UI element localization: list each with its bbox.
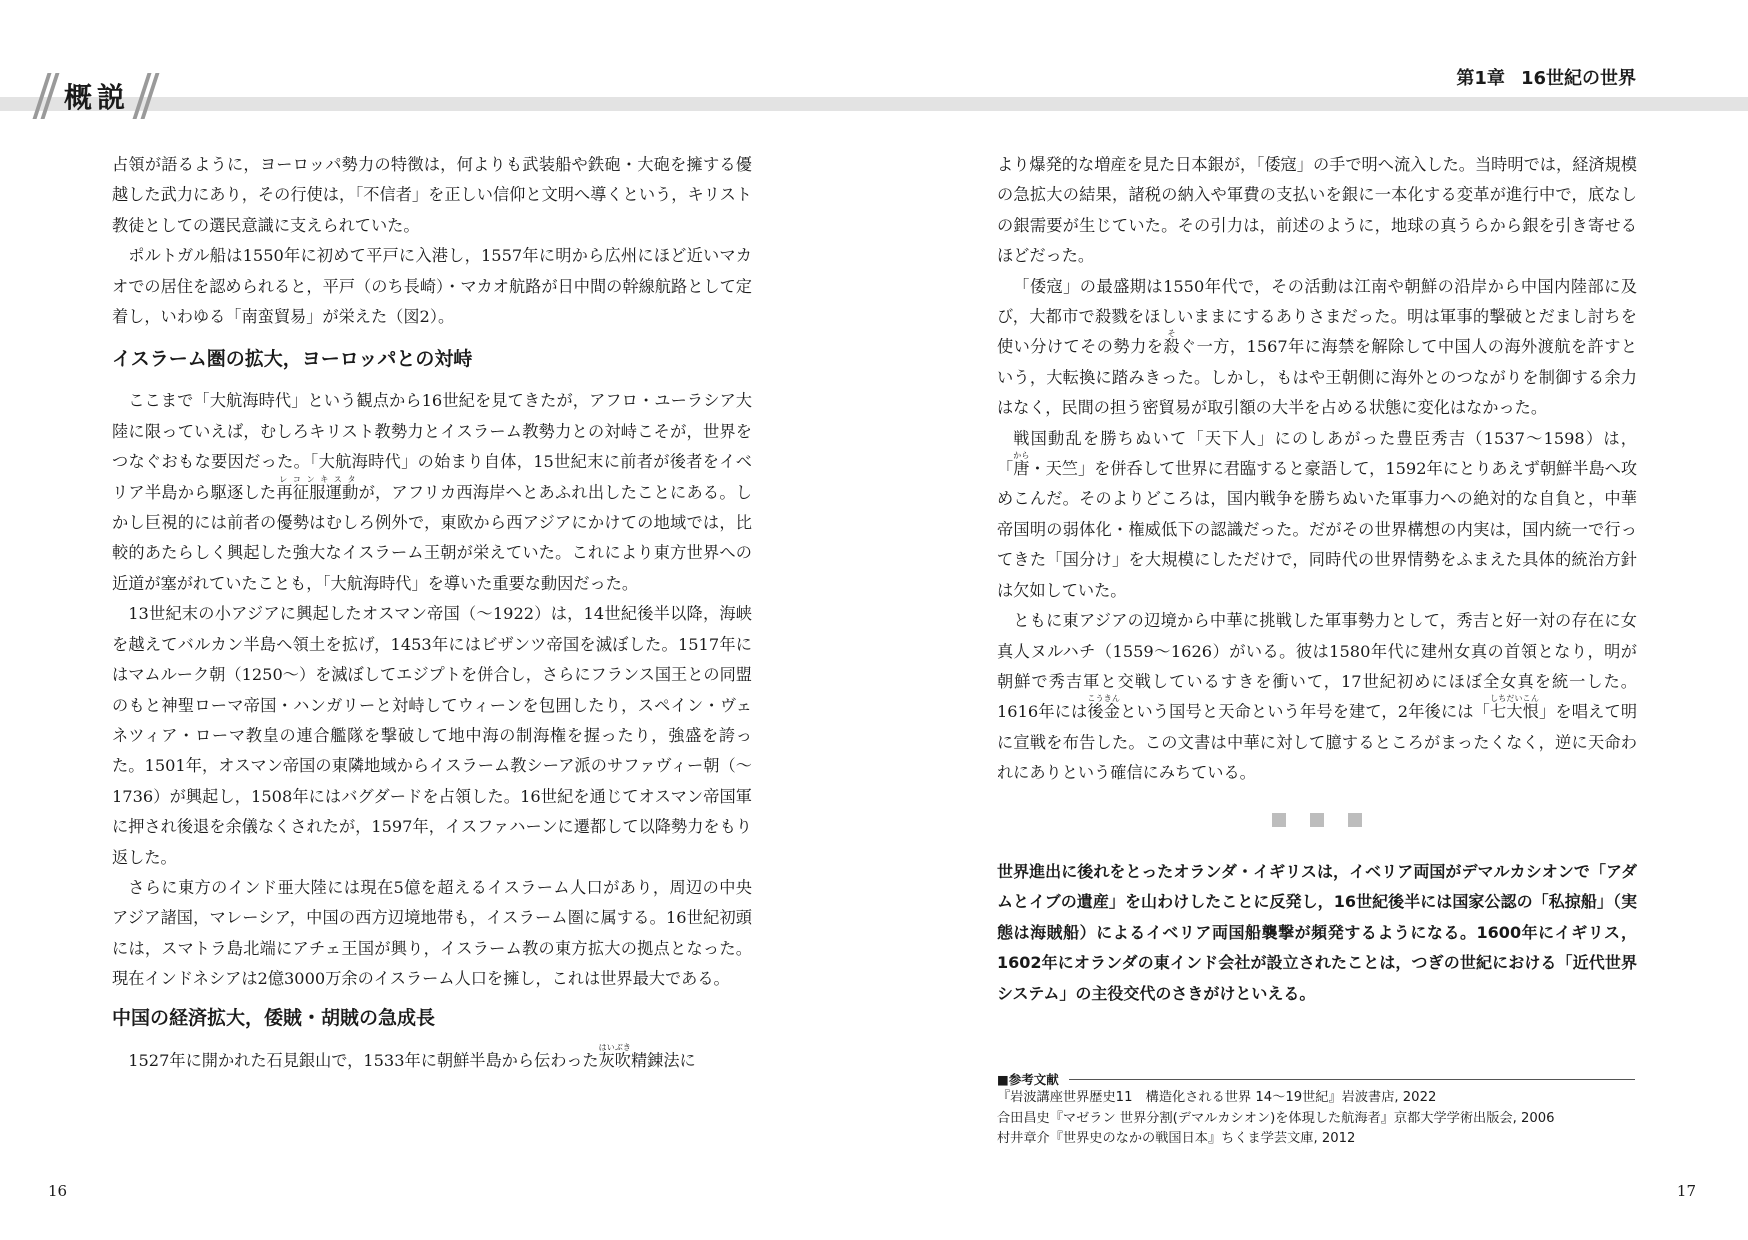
ruby-text: こうきん (1087, 694, 1120, 704)
text-run: 」を唱えて明に宣戦を布告した。この文書は中華に対して臆するところがまったくなく，逆に天命われにありという確信にみちている。 (997, 702, 1638, 783)
separator-square (1272, 813, 1286, 827)
page-number-left: 16 (48, 1182, 68, 1200)
paragraph (112, 1043, 752, 1076)
text-run: という国号と天命という年号を建て，2年後には「 (1120, 702, 1490, 722)
ruby-base: 殺 (1163, 337, 1180, 357)
right-column (997, 150, 1637, 1010)
ruby-annotation (1163, 329, 1180, 357)
ruby-annotation (276, 474, 359, 502)
ruby-text: しちだいこん (1490, 694, 1539, 704)
paragraph: 占領が語るように，ヨーロッパ勢力の特徴は，何よりも武装船や鉄砲・大砲を擁する優越した武力にあり，その行使は，「不信者」を正しい信仰と文明へ導くという，キリスト教徒としての選民意識に支えられていた。 (112, 155, 752, 235)
reference-item: 『岩波講座世界歴史11 構造化される世界 14～19世紀』岩波書店, 2022 (997, 1090, 1437, 1105)
section-title-block (40, 68, 156, 124)
text-run: 戦国動乱を勝ちぬいて「天下人」にのしあがった豊臣秀吉（1537～1598）は，「 (997, 428, 1637, 479)
paragraph (997, 272, 1637, 424)
ruby-text: から (1013, 451, 1030, 461)
separator-square (1310, 813, 1324, 827)
chapter-number: 第1章 (1456, 68, 1505, 89)
separator-square (1348, 813, 1362, 827)
ruby-text: そ (1163, 329, 1180, 339)
text-run: ここまで「大航海時代」という観点から16世紀を見てきたが，アフロ・ユーラシア大陸に限っていえば，むしろキリスト教勢力とイスラーム教勢力との対峙こそが，世界をつなぐおもな要因だった。「大航海時代」の始まり自体，15世紀末に前者が後者をイベリア半島から駆逐した (112, 391, 752, 502)
text-run: 「倭寇」の最盛期は1550年代で，その活動は江南や朝鮮の沿岸から中国内陸部に及び，大都市で殺戮をほしいままにするありさまだった。明は軍事的撃破とだまし討ちを使い分けてその勢力を (997, 276, 1637, 357)
chapter-title: 16世紀の世界 (1520, 68, 1636, 89)
section-title: 概説 (64, 81, 131, 114)
text-run: ともに東アジアの辺境から中華に挑戦した軍事勢力として，秀吉と好一対の存在に女真人ヌルハチ（1559～1626）がいる。彼は1580年代に建州女真の首領となり，明が朝鮮で秀吉軍と交戦しているすきを衝いて，17世紀初めにほぼ全女真を統一した。1616年には (997, 611, 1637, 722)
paragraph: 13世紀末の小アジアに興起したオスマン帝国（～1922）は，14世紀後半以降，海峡を越えてバルカン半島へ領土を拡げ，1453年にはビザンツ帝国を滅ぼした。1517年にはマムルーク朝（1250～）を滅ぼしてエジプトを併合し，さらにフランス国王との同盟のもと神聖ローマ帝国・ハンガリーと対峙してウィーンを包囲したり，スペイン・ヴェネツィア・ローマ教皇の連合艦隊を撃破して地中海の制海権を握ったり，強盛を誇った。1501年，オスマン帝国の東隣地域からイスラーム教シーア派のサファヴィー朝（～1736）が興起し，1508年にはバグダードを占領した。16世紀を通じてオスマン帝国軍に押され後退を余儀なくされたが，1597年，イスファハーンに遷都して以降勢力をもり返した。 (112, 604, 752, 867)
paragraph (997, 606, 1637, 788)
ruby-annotation (1087, 694, 1121, 722)
text-run: 1527年に開かれた石見銀山で，1533年に朝鮮半島から伝わった (128, 1050, 599, 1070)
summary-paragraph: 世界進出に後れをとったオランダ・イギリスは，イベリア両国がデマルカシオンで「アダムとイブの遺産」を山わけしたことに反発し，16世紀後半には国家公認の「私掠船」（実態は海賊船）によるイベリア両国船襲撃が頻発するようになる。1600年にイギリス，1602年にオランダの東インド会社が設立されたことは，つぎの世紀における「近代世界システム」の主役交代のさきがけといえる。 (997, 861, 1637, 1003)
ruby-text: はいぶき (598, 1042, 631, 1052)
section-heading: イスラーム圏の拡大，ヨーロッパとの対峙 (112, 348, 473, 371)
references-heading: ■参考文献 (997, 1072, 1059, 1087)
references-rule (1069, 1079, 1635, 1080)
ruby-text: レコンキスタ (276, 474, 359, 484)
section-heading: 中国の経済拡大，倭賊・胡賊の急成長 (112, 1006, 436, 1029)
ruby-annotation (598, 1042, 631, 1070)
ruby-annotation (1490, 694, 1540, 722)
paragraph: より爆発的な増産を見た日本銀が，「倭寇」の手で明へ流入した。当時明では，経済規模の急拡大の結果，諸税の納入や軍費の支払いを銀に一本化する変革が進行中で，底なしの銀需要が生じていた。その引力は，前述のように，地球の真うらから銀を引き寄せるほどだった。 (997, 155, 1637, 266)
paragraph (112, 386, 752, 599)
references-header (997, 1070, 1635, 1088)
page-number-right: 17 (1676, 1182, 1696, 1200)
chapter-heading (1456, 64, 1636, 90)
text-run: ・天竺」を併呑して世界に君臨すると豪語して，1592年にとりあえず朝鮮半島へ攻めこんだ。そのよりどころは，国内戦争を勝ちぬいた軍事力への絶対的な自負と，中華帝国明の弱体化・権威低下の認識だった。だがその世界構想の内実は，国内統一で行ってきた「国分け」を大規模にしただけで，同時代の世界情勢をふまえた具体的統治方針は欠如していた。 (997, 459, 1638, 600)
references-block (997, 1070, 1635, 1150)
ruby-base: 再征服運動 (276, 482, 359, 502)
left-column (112, 150, 752, 1076)
text-run: 精錬法に (630, 1050, 696, 1070)
paragraph (997, 424, 1637, 606)
paragraph: さらに東方のインド亜大陸には現在5億を超えるイスラーム人口があり，周辺の中央アジア諸国，マレーシア，中国の西方辺境地帯も，イスラーム圏に属する。16世紀初頭には，スマトラ島北端にアチェ王国が興り，イスラーム教の東方拡大の拠点となった。現在インドネシアは2億3000万余のイスラーム人口を擁し，これは世界最大である。 (112, 877, 752, 989)
section-separator (997, 813, 1637, 827)
ruby-base: 七大恨 (1490, 702, 1540, 722)
header-band (0, 97, 1748, 111)
text-run: が，アフリカ西海岸へとあふれ出したことにある。しかし巨視的には前者の優勢はむしろ例外で，東欧から西アジアにかけての地域では，比較的あたらしく興起した強大なイスラーム王朝が栄えていた。これにより東方世界への近道が塞がれていたことも，「大航海時代」を導いた重要な動因だった。 (112, 482, 752, 593)
ruby-base: 唐 (1013, 459, 1030, 479)
reference-item: 合田昌史『マゼラン 世界分割(デマルカシオン)を体現した航海者』京都大学学術出版会, 2006 (997, 1110, 1555, 1126)
paragraph: ポルトガル船は1550年に初めて平戸に入港し，1557年に明から広州にほど近いマカオでの居住を認められると，平戸（のち長崎）・マカオ航路が日中間の幹線航路として定着し，いわゆる「南蛮貿易」が栄えた（図2）。 (112, 246, 752, 327)
ruby-annotation (1013, 451, 1030, 479)
reference-item: 村井章介『世界史のなかの戦国日本』ちくま学芸文庫, 2012 (997, 1131, 1356, 1146)
ruby-base: 灰吹 (598, 1050, 631, 1070)
ruby-base: 後金 (1087, 702, 1121, 722)
text-run: ぐ一方，1567年に海禁を解除して中国人の海外渡航を許すという，大転換に踏みきった。しかし，もはや王朝側に海外とのつながりを制御する余力はなく，民間の担う密貿易が取引額の大半を占める状態に変化はなかった。 (997, 337, 1638, 418)
